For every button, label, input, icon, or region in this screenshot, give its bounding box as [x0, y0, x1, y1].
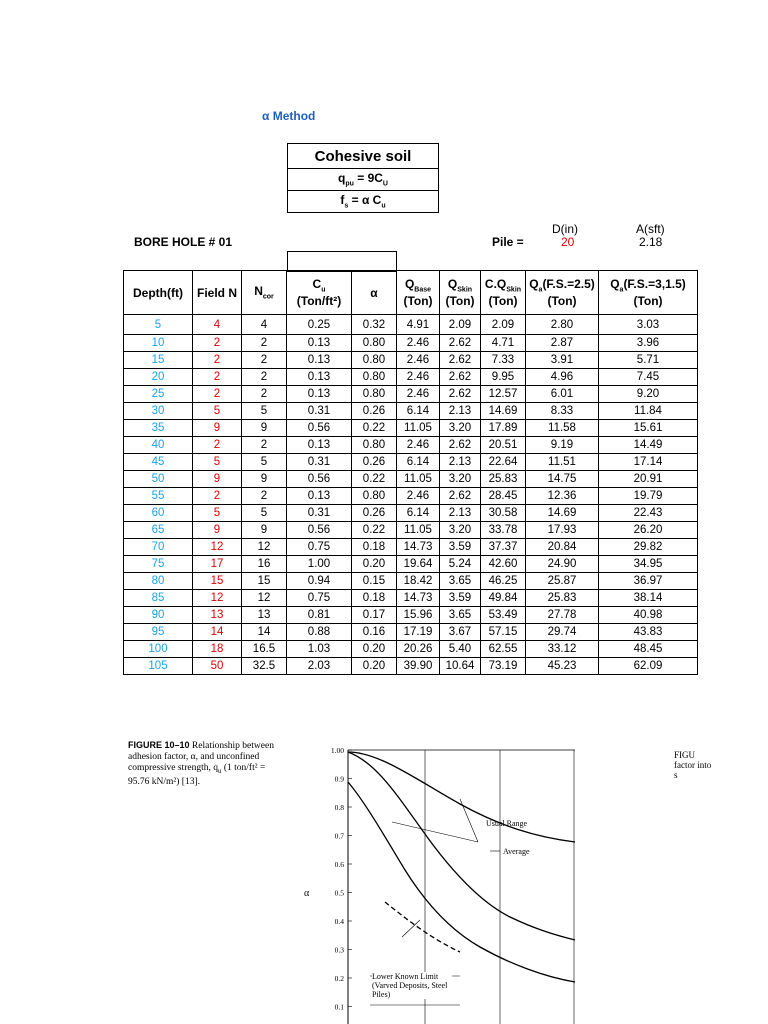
table-cell: 5.71: [599, 352, 698, 369]
table-cell: 4.71: [481, 335, 526, 352]
table-cell: 25: [124, 386, 193, 403]
table-cell: 14.75: [526, 471, 599, 488]
table-cell: 15: [193, 573, 242, 590]
col-qbase: $Q_{Base}$ (Ton): [397, 271, 440, 315]
table-cell: 12.57: [481, 386, 526, 403]
table-cell: 2: [193, 369, 242, 386]
soil-formula-box: [287, 143, 439, 213]
table-cell: 2.80: [526, 315, 599, 335]
table-cell: 15.96: [397, 607, 440, 624]
table-cell: 1.00: [287, 556, 352, 573]
table-cell: 27.78: [526, 607, 599, 624]
bore-hole-label: BORE HOLE # 01: [134, 235, 233, 249]
table-cell: 0.81: [287, 607, 352, 624]
table-cell: 0.32: [352, 315, 397, 335]
table-cell: 14.69: [481, 403, 526, 420]
table-cell: 0.16: [352, 624, 397, 641]
diameter-header: D(in): [552, 222, 578, 236]
table-cell: 18: [193, 641, 242, 658]
area-value: 2.18: [639, 235, 663, 249]
table-cell: 2.03: [287, 658, 352, 675]
table-cell: 60: [124, 505, 193, 522]
adhesion-factor-graph: [310, 742, 580, 1024]
table-cell: 0.31: [287, 403, 352, 420]
table-cell: 0.25: [287, 315, 352, 335]
table-cell: 2.46: [397, 386, 440, 403]
table-cell: 105: [124, 658, 193, 675]
table-cell: 12: [193, 590, 242, 607]
table-cell: 95: [124, 624, 193, 641]
y-tick-label: 1.00: [330, 746, 344, 755]
table-cell: 0.18: [352, 539, 397, 556]
table-cell: 2.09: [440, 315, 481, 335]
table-cell: 4: [242, 315, 287, 335]
table-cell: 3.96: [599, 335, 698, 352]
table-cell: 24.90: [526, 556, 599, 573]
table-cell: 85: [124, 590, 193, 607]
table-cell: 11.05: [397, 522, 440, 539]
table-cell: 15: [124, 352, 193, 369]
table-cell: 4.96: [526, 369, 599, 386]
alpha-axis-label: α: [304, 888, 310, 899]
table-cell: 20.51: [481, 437, 526, 454]
table-cell: 2.13: [440, 403, 481, 420]
table-cell: 2.62: [440, 335, 481, 352]
table-cell: 20: [124, 369, 193, 386]
table-cell: 34.95: [599, 556, 698, 573]
table-cell: 3.65: [440, 607, 481, 624]
table-cell: 17.93: [526, 522, 599, 539]
table-row: [124, 556, 698, 573]
table-cell: 30: [124, 403, 193, 420]
table-cell: 29.82: [599, 539, 698, 556]
table-cell: 25.83: [481, 471, 526, 488]
table-cell: 2.13: [440, 454, 481, 471]
table-row: [124, 352, 698, 369]
table-cell: 2.46: [397, 437, 440, 454]
table-cell: 10: [124, 335, 193, 352]
table-cell: 0.75: [287, 590, 352, 607]
table-cell: 28.45: [481, 488, 526, 505]
table-cell: 0.56: [287, 471, 352, 488]
table-cell: 22.64: [481, 454, 526, 471]
table-cell: 30.58: [481, 505, 526, 522]
table-cell: 5: [242, 505, 287, 522]
table-cell: 0.80: [352, 488, 397, 505]
table-cell: 0.13: [287, 386, 352, 403]
table-cell: 40.98: [599, 607, 698, 624]
table-cell: 100: [124, 641, 193, 658]
table-cell: 2: [242, 369, 287, 386]
table-cell: 0.13: [287, 352, 352, 369]
table-cell: 1.03: [287, 641, 352, 658]
table-cell: 25.83: [526, 590, 599, 607]
table-row: [124, 641, 698, 658]
table-cell: 15: [242, 573, 287, 590]
lower-range-curve: [348, 782, 575, 982]
table-row: [124, 573, 698, 590]
table-cell: 2: [242, 335, 287, 352]
table-cell: 13: [242, 607, 287, 624]
table-row: [124, 624, 698, 641]
table-cell: 2.62: [440, 369, 481, 386]
table-cell: 35: [124, 420, 193, 437]
table-cell: 0.13: [287, 488, 352, 505]
table-cell: 0.80: [352, 386, 397, 403]
table-cell: 9.20: [599, 386, 698, 403]
table-cell: 20.84: [526, 539, 599, 556]
lower-limit-curve: [385, 902, 460, 952]
table-row: [124, 505, 698, 522]
table-cell: 0.80: [352, 352, 397, 369]
table-cell: 40: [124, 437, 193, 454]
col-qa-fs3: $Q_a(F.S.=3,1.5)$ (Ton): [599, 271, 698, 315]
table-cell: 3.67: [440, 624, 481, 641]
table-cell: 48.45: [599, 641, 698, 658]
table-cell: 14.73: [397, 539, 440, 556]
table-cell: 14.69: [526, 505, 599, 522]
table-cell: 9: [242, 420, 287, 437]
table-cell: 37.37: [481, 539, 526, 556]
table-cell: 0.31: [287, 505, 352, 522]
diameter-value: 20: [561, 235, 575, 249]
table-row: [124, 386, 698, 403]
table-cell: 5: [193, 454, 242, 471]
table-cell: 70: [124, 539, 193, 556]
table-cell: 12: [193, 539, 242, 556]
table-cell: 16: [242, 556, 287, 573]
table-cell: 0.80: [352, 369, 397, 386]
table-cell: 0.94: [287, 573, 352, 590]
table-cell: 80: [124, 573, 193, 590]
table-cell: 6.01: [526, 386, 599, 403]
table-cell: 38.14: [599, 590, 698, 607]
table-cell: 45: [124, 454, 193, 471]
table-cell: 33.12: [526, 641, 599, 658]
table-header-row: [124, 271, 698, 315]
table-cell: 0.56: [287, 420, 352, 437]
table-cell: 2: [193, 352, 242, 369]
table-cell: 9.95: [481, 369, 526, 386]
table-cell: 0.17: [352, 607, 397, 624]
table-cell: 17.14: [599, 454, 698, 471]
y-tick-label: 0.7: [334, 831, 344, 841]
table-cell: 3.65: [440, 573, 481, 590]
table-cell: 5.24: [440, 556, 481, 573]
col-qskin: $Q_{Skin}$ (Ton): [440, 271, 481, 315]
table-cell: 11.51: [526, 454, 599, 471]
table-cell: 73.19: [481, 658, 526, 675]
table-cell: 9.19: [526, 437, 599, 454]
table-cell: 10.64: [440, 658, 481, 675]
table-cell: 5: [242, 403, 287, 420]
table-cell: 55: [124, 488, 193, 505]
table-cell: 0.22: [352, 471, 397, 488]
table-cell: 7.33: [481, 352, 526, 369]
y-tick-label: 0.5: [334, 888, 344, 898]
table-cell: 3.59: [440, 539, 481, 556]
table-cell: 53.49: [481, 607, 526, 624]
table-cell: 2.46: [397, 352, 440, 369]
table-cell: 26.20: [599, 522, 698, 539]
table-cell: 2.62: [440, 352, 481, 369]
table-cell: 36.97: [599, 573, 698, 590]
table-cell: 0.75: [287, 539, 352, 556]
table-row: [124, 488, 698, 505]
table-cell: 14: [242, 624, 287, 641]
table-cell: 0.20: [352, 556, 397, 573]
table-cell: 5: [193, 403, 242, 420]
table-cell: 22.43: [599, 505, 698, 522]
table-cell: 3.91: [526, 352, 599, 369]
table-cell: 42.60: [481, 556, 526, 573]
table-cell: 6.14: [397, 505, 440, 522]
table-cell: 75: [124, 556, 193, 573]
area-header: A(sft): [636, 222, 665, 236]
fs-formula: $f_s = \alpha$ $C_u$: [288, 191, 439, 213]
table-cell: 4: [193, 315, 242, 335]
y-tick-label: 0.1: [334, 1002, 344, 1012]
table-cell: 16.5: [242, 641, 287, 658]
y-tick-label: 0.3: [334, 945, 344, 955]
y-tick-label: 0.2: [334, 974, 344, 983]
lower-limit-label: Lower Known Limit (Varved Deposits, Steel Piles): [372, 972, 452, 999]
table-cell: 0.18: [352, 590, 397, 607]
table-row: [124, 454, 698, 471]
table-cell: 46.25: [481, 573, 526, 590]
col-qa-fs25: $Q_a(F.S.=2.5)$ (Ton): [526, 271, 599, 315]
table-cell: 11.84: [599, 403, 698, 420]
method-title: α Method: [262, 109, 316, 123]
average-label: Average: [503, 847, 530, 856]
table-cell: 18.42: [397, 573, 440, 590]
col-alpha: α: [352, 271, 397, 315]
table-row: [124, 369, 698, 386]
table-cell: 0.20: [352, 658, 397, 675]
table-row: [124, 522, 698, 539]
table-cell: 12: [242, 590, 287, 607]
table-row: [124, 420, 698, 437]
table-cell: 25.87: [526, 573, 599, 590]
table-cell: 2.62: [440, 386, 481, 403]
y-tick-label: 0.9: [334, 774, 344, 784]
table-cell: 32.5: [242, 658, 287, 675]
table-cell: 2.46: [397, 369, 440, 386]
qpu-formula: $q_{pu} = 9C_U$: [288, 169, 439, 191]
table-cell: 0.26: [352, 403, 397, 420]
table-cell: 14: [193, 624, 242, 641]
table-cell: 2: [242, 488, 287, 505]
table-cell: 39.90: [397, 658, 440, 675]
table-cell: 5: [124, 315, 193, 335]
blank-cell-box: [287, 251, 397, 272]
table-cell: 90: [124, 607, 193, 624]
col-ncor: $N_{cor}$: [242, 271, 287, 315]
table-cell: 9: [193, 471, 242, 488]
table-cell: 0.13: [287, 335, 352, 352]
table-cell: 0.56: [287, 522, 352, 539]
table-cell: 0.13: [287, 369, 352, 386]
table-row: [124, 590, 698, 607]
table-cell: 0.26: [352, 505, 397, 522]
table-cell: 5: [193, 505, 242, 522]
table-cell: 3.20: [440, 471, 481, 488]
table-cell: 19.64: [397, 556, 440, 573]
table-cell: 20.91: [599, 471, 698, 488]
table-cell: 12: [242, 539, 287, 556]
figure-caption-cutoff: FIGU factor into s: [674, 750, 712, 780]
table-cell: 17: [193, 556, 242, 573]
table-row: [124, 315, 698, 335]
table-cell: 2: [242, 386, 287, 403]
table-cell: 0.13: [287, 437, 352, 454]
table-cell: 17.19: [397, 624, 440, 641]
table-cell: 3.20: [440, 522, 481, 539]
table-cell: 0.26: [352, 454, 397, 471]
table-row: [124, 658, 698, 675]
table-cell: 2: [242, 437, 287, 454]
table-cell: 62.55: [481, 641, 526, 658]
average-curve: [348, 752, 575, 940]
table-cell: 14.49: [599, 437, 698, 454]
table-cell: 0.80: [352, 335, 397, 352]
table-cell: 6.14: [397, 454, 440, 471]
table-cell: 65: [124, 522, 193, 539]
table-cell: 11.58: [526, 420, 599, 437]
table-cell: 5: [242, 454, 287, 471]
table-row: [124, 539, 698, 556]
table-cell: 2.46: [397, 488, 440, 505]
table-cell: 15.61: [599, 420, 698, 437]
table-cell: 7.45: [599, 369, 698, 386]
table-cell: 12.36: [526, 488, 599, 505]
table-row: [124, 335, 698, 352]
table-cell: 9: [242, 471, 287, 488]
table-cell: 4.91: [397, 315, 440, 335]
table-cell: 3.20: [440, 420, 481, 437]
table-cell: 45.23: [526, 658, 599, 675]
table-cell: 50: [124, 471, 193, 488]
table-cell: 2.13: [440, 505, 481, 522]
table-cell: 57.15: [481, 624, 526, 641]
table-cell: 14.73: [397, 590, 440, 607]
table-cell: 3.03: [599, 315, 698, 335]
table-cell: 9: [193, 522, 242, 539]
table-cell: 62.09: [599, 658, 698, 675]
table-cell: 2: [193, 386, 242, 403]
table-cell: 50: [193, 658, 242, 675]
table-cell: 5.40: [440, 641, 481, 658]
table-cell: 43.83: [599, 624, 698, 641]
table-cell: 29.74: [526, 624, 599, 641]
table-row: [124, 437, 698, 454]
table-cell: 2.62: [440, 437, 481, 454]
table-cell: 0.88: [287, 624, 352, 641]
table-cell: 17.89: [481, 420, 526, 437]
table-cell: 2: [193, 437, 242, 454]
col-cu: $C_u$ (Ton/ft²): [287, 271, 352, 315]
figure-caption: FIGURE 10–10 Relationship between adhesion factor, α, and unconfined compressive strength, $q_u$ (1 ton/ft² = 95.76 kN/m²) [13].: [128, 740, 274, 787]
table-cell: 6.14: [397, 403, 440, 420]
table-cell: 9: [193, 420, 242, 437]
soil-type-title: Cohesive soil: [288, 144, 439, 169]
table-cell: 0.80: [352, 437, 397, 454]
table-cell: 0.31: [287, 454, 352, 471]
y-tick-label: 0.4: [334, 917, 344, 926]
table-cell: 49.84: [481, 590, 526, 607]
table-cell: 2: [242, 352, 287, 369]
col-field-n: Field N: [193, 271, 242, 315]
upper-range-curve: [348, 752, 575, 842]
table-cell: 8.33: [526, 403, 599, 420]
capacity-table: [123, 270, 698, 675]
table-cell: 3.59: [440, 590, 481, 607]
y-tick-label: 0.6: [334, 860, 344, 869]
table-cell: 11.05: [397, 420, 440, 437]
table-cell: 0.20: [352, 641, 397, 658]
table-cell: 9: [242, 522, 287, 539]
table-row: [124, 607, 698, 624]
table-row: [124, 471, 698, 488]
table-cell: 33.78: [481, 522, 526, 539]
table-cell: 20.26: [397, 641, 440, 658]
table-cell: 2: [193, 335, 242, 352]
usual-range-label: Usual Range: [486, 819, 528, 828]
table-cell: 2.09: [481, 315, 526, 335]
table-cell: 2.62: [440, 488, 481, 505]
col-depth: Depth(ft): [124, 271, 193, 315]
table-row: [124, 403, 698, 420]
pile-label: Pile =: [492, 235, 524, 249]
col-cqskin: $C.Q_{Skin}$ (Ton): [481, 271, 526, 315]
table-cell: 0.22: [352, 522, 397, 539]
table-cell: 0.22: [352, 420, 397, 437]
table-cell: 0.15: [352, 573, 397, 590]
table-cell: 13: [193, 607, 242, 624]
table-cell: 2.87: [526, 335, 599, 352]
table-cell: 19.79: [599, 488, 698, 505]
table-cell: 2: [193, 488, 242, 505]
table-cell: 2.46: [397, 335, 440, 352]
table-cell: 11.05: [397, 471, 440, 488]
y-tick-label: 0.8: [334, 803, 344, 812]
